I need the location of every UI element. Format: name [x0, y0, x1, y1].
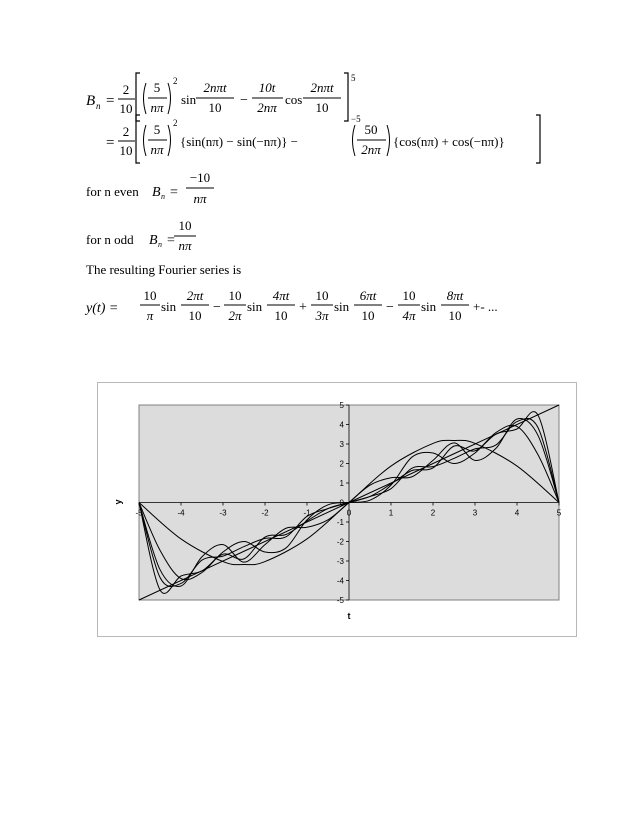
x-tick-label: 5	[556, 508, 562, 518]
series-tail: +- ...	[473, 299, 498, 314]
y-axis-label: y	[113, 499, 123, 505]
cos-sum: {cos(nπ) + cos(−nπ)}	[393, 134, 505, 149]
plus: +	[299, 300, 307, 315]
frac-den: 2π	[228, 308, 242, 323]
frac-den: 4π	[402, 308, 416, 323]
y-tick-label: -2	[336, 537, 344, 547]
frac-den: 10	[361, 308, 375, 323]
bracket-right	[536, 115, 540, 163]
y-tick-label: 0	[339, 498, 344, 508]
x-tick-label: -4	[177, 508, 185, 518]
x-tick-label: -2	[261, 508, 269, 518]
frac-den: 10	[274, 308, 288, 323]
equals: =	[167, 233, 175, 248]
frac-num: 5	[153, 122, 161, 137]
equations	[0, 0, 638, 250]
frac-den: nπ	[178, 238, 192, 250]
frac-num: 8πt	[446, 288, 464, 303]
paren-left	[144, 83, 147, 114]
frac-den: nπ	[150, 100, 164, 115]
y-tick-label: -1	[336, 518, 344, 527]
frac-num: 4πt	[272, 288, 290, 303]
b-n: B	[149, 233, 158, 248]
x-tick-label: 2	[430, 508, 436, 518]
b-n: B	[152, 185, 161, 200]
equals: =	[106, 135, 115, 151]
y-tick-label: 3	[339, 440, 344, 449]
frac-num: 6πt	[359, 288, 377, 303]
sin-fn: sin	[161, 299, 177, 314]
frac-num: 50	[364, 122, 378, 137]
bracket-left	[136, 73, 140, 121]
lhs-b-subscript: n	[96, 101, 101, 111]
exponent: 2	[173, 118, 178, 128]
odd-label: for n odd	[86, 232, 134, 247]
frac-num: 10	[178, 218, 192, 233]
y-tick-label: 1	[339, 479, 344, 488]
y-tick-label: 4	[339, 420, 344, 430]
sin-fn: sin	[181, 92, 197, 107]
sin-difference: {sin(nπ) − sin(−nπ)} −	[180, 134, 299, 149]
frac-den: nπ	[193, 191, 207, 206]
x-tick-label: -3	[219, 508, 227, 518]
frac-den: 2nπ	[361, 142, 381, 157]
frac-num: 10	[315, 288, 329, 303]
frac-num: −10	[189, 170, 211, 185]
frac-den: 10	[119, 101, 133, 116]
bracket-left	[136, 115, 140, 163]
x-tick-label: 1	[388, 508, 394, 518]
frac-num: 5	[153, 80, 161, 95]
frac-num: 10t	[258, 80, 276, 95]
y-tick-label: -3	[336, 557, 344, 566]
lower-limit: −5	[351, 114, 361, 124]
fourier-series-equation	[0, 280, 638, 330]
equals: =	[106, 93, 115, 109]
y-tick-label: 5	[339, 401, 344, 410]
frac-den: 10	[448, 308, 462, 323]
frac-den: 10	[119, 143, 133, 158]
frac-num: 2nπt	[203, 80, 227, 95]
frac-den: 10	[188, 308, 202, 323]
frac-num: 10	[402, 288, 416, 303]
b-n-subscript: n	[158, 240, 162, 249]
lhs-b: B	[86, 93, 96, 109]
x-tick-label: -1	[303, 508, 311, 518]
frac-num: 2	[122, 82, 130, 97]
fourier-chart	[97, 382, 577, 637]
frac-den: 10	[315, 100, 329, 115]
paren-right	[168, 125, 171, 156]
upper-limit: 5	[351, 73, 356, 83]
y-lhs: y(t) =	[86, 301, 119, 316]
x-tick-label: 3	[472, 508, 478, 518]
frac-den: 10	[208, 100, 222, 115]
paren-left	[353, 125, 356, 156]
minus: −	[386, 300, 394, 315]
y-tick-label: -5	[336, 596, 344, 605]
bracket-right	[344, 73, 348, 121]
y-tick-label: 2	[339, 459, 344, 469]
paren-left	[144, 125, 147, 156]
frac-num: 2	[122, 124, 130, 139]
frac-den: 2nπ	[257, 100, 277, 115]
paren-right	[168, 83, 171, 114]
minus: −	[213, 300, 221, 315]
frac-num: 2nπt	[310, 80, 334, 95]
b-n-subscript: n	[161, 192, 165, 201]
frac-num: 2πt	[186, 288, 204, 303]
sin-fn: sin	[334, 299, 350, 314]
sin-fn: sin	[247, 299, 263, 314]
x-axis-label: t	[347, 611, 351, 621]
sin-fn: sin	[421, 299, 437, 314]
exponent: 2	[173, 76, 178, 86]
frac-num: 10	[228, 288, 242, 303]
series-intro: The resulting Fourier series is	[86, 262, 242, 277]
equals: =	[170, 185, 178, 200]
even-label: for n even	[86, 184, 139, 199]
x-tick-label: -5	[135, 508, 143, 518]
paren-right	[387, 125, 390, 156]
frac-den: nπ	[150, 142, 164, 157]
frac-num: 10	[143, 288, 157, 303]
frac-den: 3π	[315, 308, 329, 323]
minus: −	[240, 93, 248, 108]
y-tick-label: -4	[336, 576, 344, 586]
frac-den: π	[146, 308, 154, 323]
x-tick-label: 4	[514, 508, 520, 518]
cos-fn: cos	[285, 92, 303, 107]
x-tick-label: 0	[346, 508, 352, 518]
